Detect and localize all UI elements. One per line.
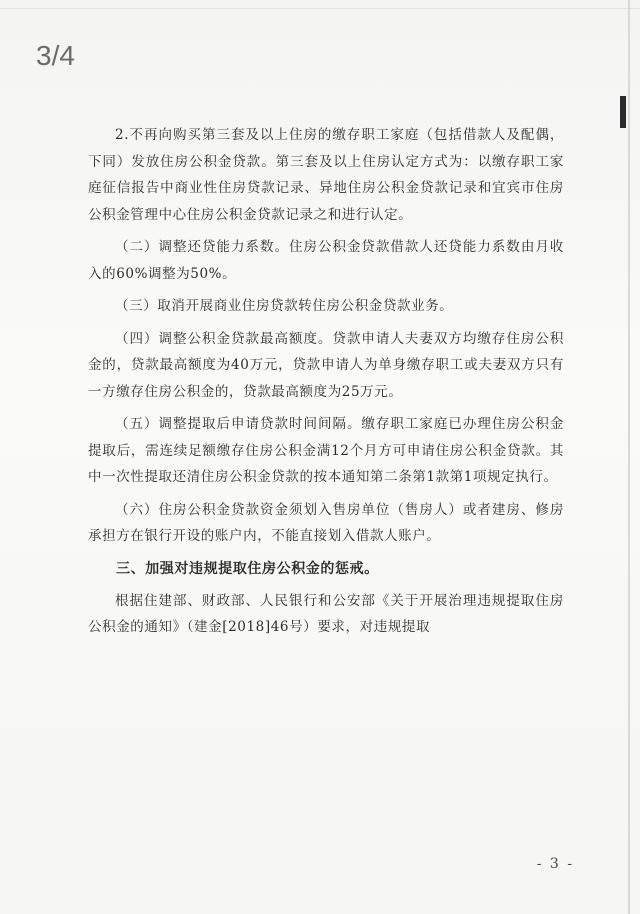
top-fold-line (0, 8, 640, 9)
footer-page-number: - 3 - (536, 856, 574, 872)
section-heading-3: 三、加强对违规提取住房公积金的惩戒。 (116, 560, 379, 577)
right-paper-edge (628, 0, 630, 914)
paragraph-final: 根据住建部、财政部、人民银行和公安部《关于开展治理违规提取住房公积金的通知》（建金[2018]46号）要求，对违规提取 (88, 592, 564, 635)
paragraph-section-2: （二）调整还贷能力系数。住房公积金贷款借款人还贷能力系数由月收入的60%调整为50%。 (88, 239, 564, 282)
paragraph-section-4: （四）调整公积金贷款最高额度。贷款申请人夫妻双方均缴存住房公积金的，贷款最高额度为40万元，贷款申请人为单身缴存职工或夫妻双方只有一方缴存住房公积金的，贷款最高额度为25万元。 (88, 330, 564, 400)
paragraph-item-2: 2.不再向购买第三套及以上住房的缴存职工家庭（包括借款人及配偶，下同）发放住房公积金贷款。第三套及以上住房认定方式为：以缴存职工家庭征信报告中商业性住房贷款记录、异地住房公积金贷款记录和宜宾市住房公积金管理中心住房公积金贷款记录之和进行认定。 (88, 127, 564, 223)
paragraph-section-6: （六）住房公积金贷款资金须划入售房单位（售房人）或者建房、修房承担方在银行开设的账户内，不能直接划入借款人账户。 (88, 501, 564, 544)
document-body (88, 122, 564, 647)
page-counter: 3/4 (36, 40, 75, 71)
paragraph-section-3: （三）取消开展商业住房贷款转住房公积金贷款业务。 (115, 298, 454, 314)
binding-mark (620, 96, 626, 128)
paragraph-section-5: （五）调整提取后申请贷款时间间隔。缴存职工家庭已办理住房公积金提取后，需连续足额缴存住房公积金满12个月方可申请住房公积金贷款。其中一次性提取还清住房公积金贷款的按本通知第二条第1款第1项规定执行。 (88, 416, 564, 485)
